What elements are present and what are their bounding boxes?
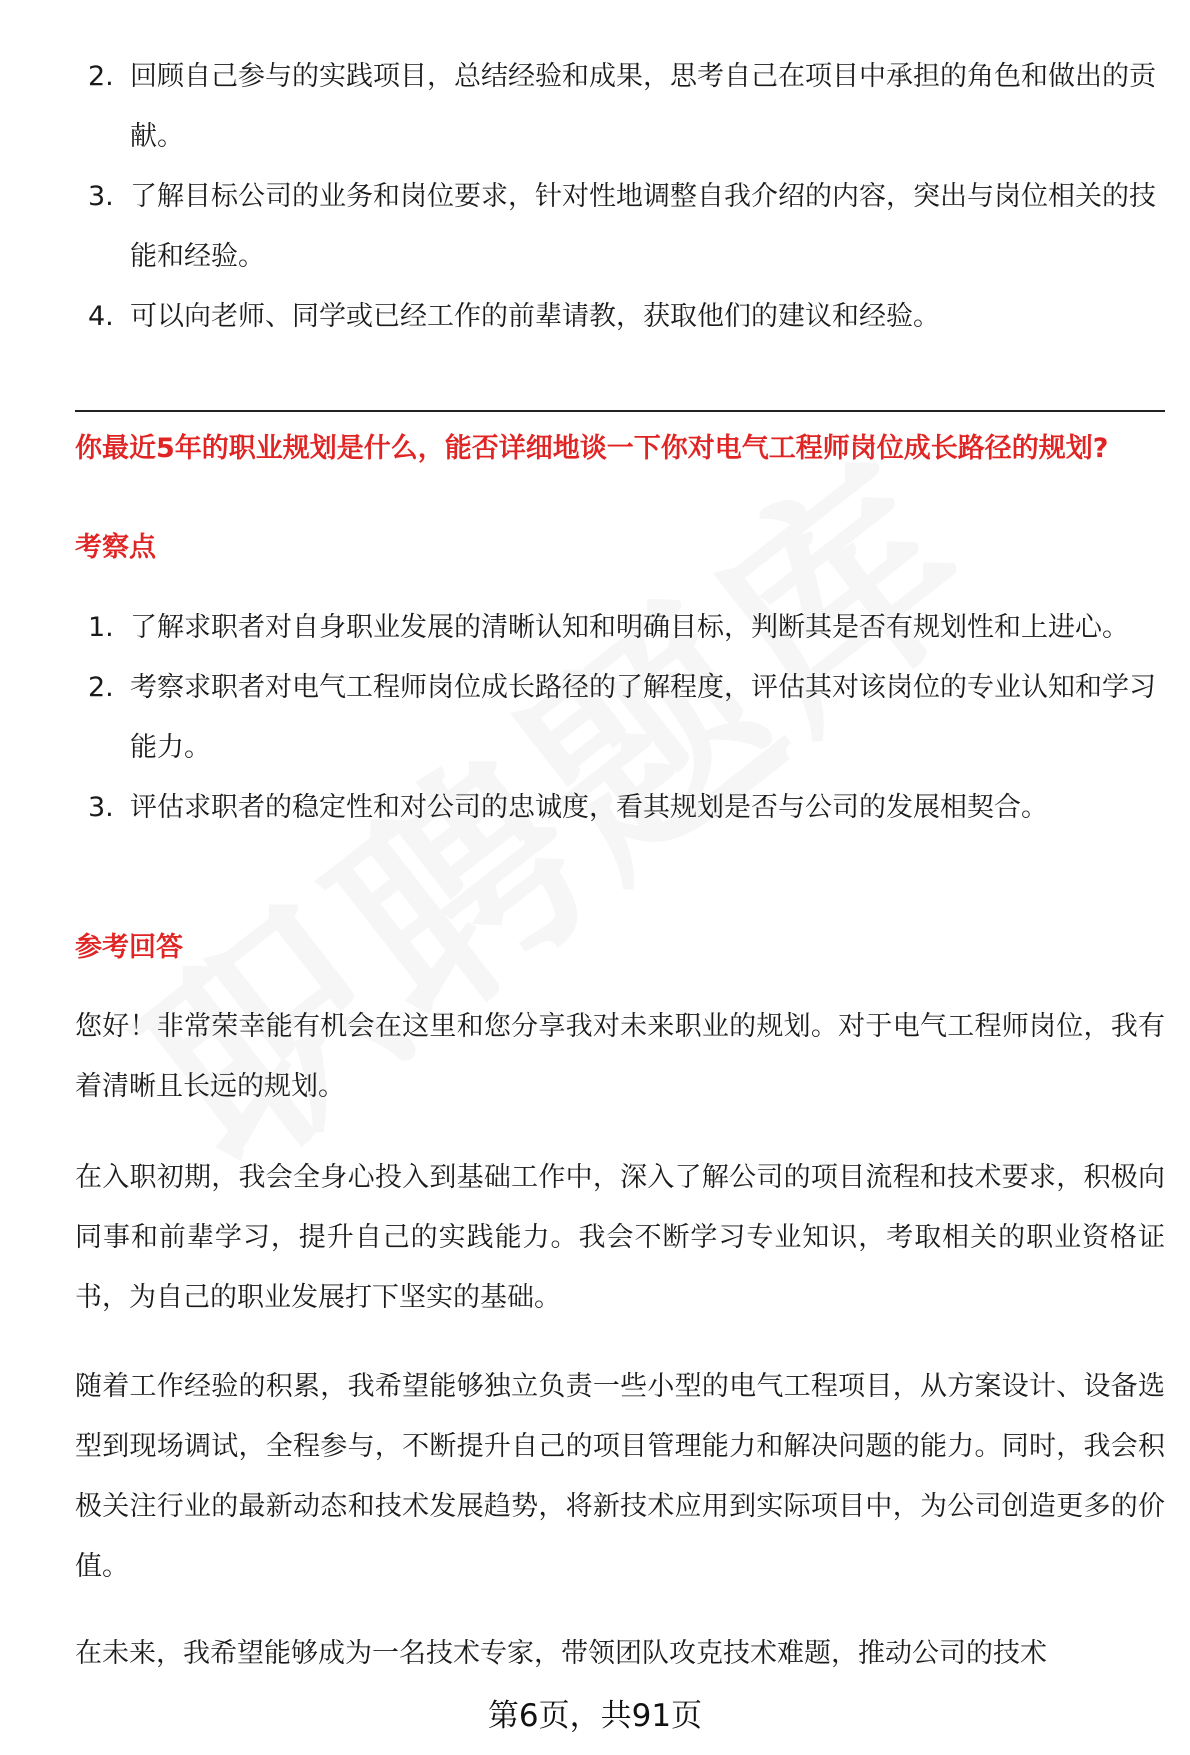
answer-paragraph: 在未来，我希望能够成为一名技术专家，带领团队攻克技术难题，推动公司的技术 <box>75 1638 1047 1669</box>
list-item <box>75 778 1165 838</box>
list-item <box>75 658 1165 778</box>
focus-heading: 考察点 <box>75 532 156 563</box>
section-divider <box>75 410 1165 412</box>
list-number: 2. <box>88 61 114 92</box>
list-number: 1. <box>88 612 114 643</box>
list-item <box>75 287 1165 347</box>
answer-paragraph: 您好！非常荣幸能有机会在这里和您分享我对未来职业的规划。对于电气工程师岗位，我有着清晰且长远的规划。 <box>75 1011 1165 1102</box>
list-text: 考察求职者对电气工程师岗位成长路径的了解程度，评估其对该岗位的专业认知和学习能力。 <box>130 672 1156 763</box>
list-text: 了解目标公司的业务和岗位要求，针对性地调整自我介绍的内容，突出与岗位相关的技能和经验。 <box>130 181 1156 272</box>
list-text: 回顾自己参与的实践项目，总结经验和成果，思考自己在项目中承担的角色和做出的贡献。 <box>130 61 1156 152</box>
top-numbered-list <box>75 47 1165 347</box>
page-footer: 第6页，共91页 <box>487 1698 703 1734</box>
list-text: 可以向老师、同学或已经工作的前辈请教，获取他们的建议和经验。 <box>130 301 940 332</box>
answer-paragraph: 随着工作经验的积累，我希望能够独立负责一些小型的电气工程项目，从方案设计、设备选型到现场调试，全程参与，不断提升自己的项目管理能力和解决问题的能力。同时，我会积极关注行业的最新动态和技术发展趋势，将新技术应用到实际项目中，为公司创造更多的价值。 <box>75 1371 1165 1582</box>
list-number: 2. <box>88 672 114 703</box>
list-number: 3. <box>88 181 114 212</box>
list-item <box>75 167 1165 287</box>
list-text: 评估求职者的稳定性和对公司的忠诚度，看其规划是否与公司的发展相契合。 <box>130 792 1048 823</box>
list-number: 3. <box>88 792 114 823</box>
list-text: 了解求职者对自身职业发展的清晰认知和明确目标，判断其是否有规划性和上进心。 <box>130 612 1129 643</box>
answer-paragraph: 在入职初期，我会全身心投入到基础工作中，深入了解公司的项目流程和技术要求，积极向同事和前辈学习，提升自己的实践能力。我会不断学习专业知识，考取相关的职业资格证书，为自己的职业发展打下坚实的基础。 <box>75 1162 1165 1313</box>
list-item <box>75 47 1165 167</box>
list-number: 4. <box>88 301 114 332</box>
question-title: 你最近5年的职业规划是什么，能否详细地谈一下你对电气工程师岗位成长路径的规划? <box>75 433 1109 464</box>
answer-heading: 参考回答 <box>75 932 183 963</box>
list-item <box>75 598 1165 658</box>
focus-numbered-list <box>75 598 1165 838</box>
